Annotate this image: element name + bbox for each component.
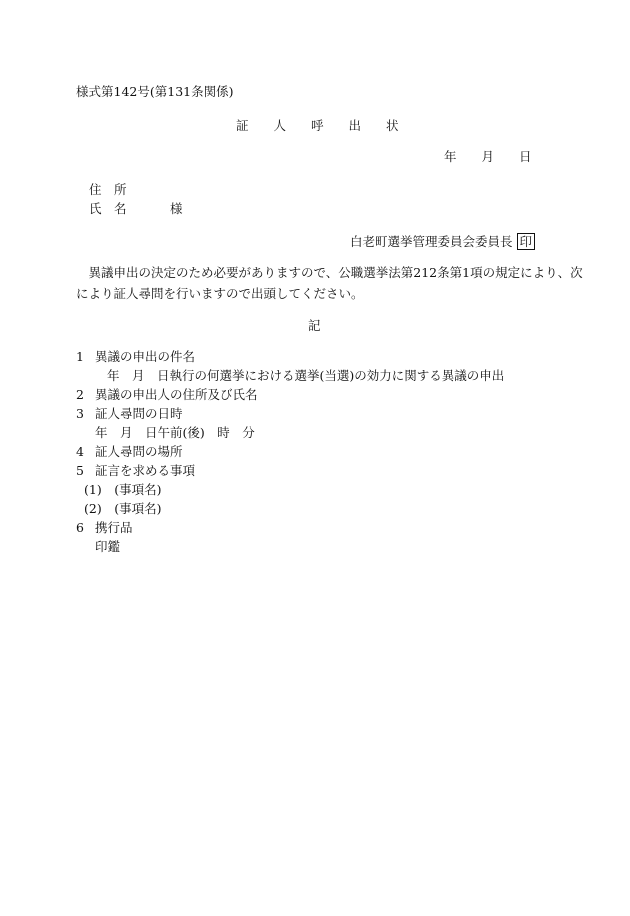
item-5-sub-1: (1) (事項名) bbox=[84, 482, 162, 497]
body-text-line-2: により証人尋問を行いますので出頭してください。 bbox=[76, 286, 364, 301]
item-4-num: 4 bbox=[76, 444, 84, 459]
item-1-num: 1 bbox=[76, 349, 84, 364]
honorific: 様 bbox=[170, 201, 183, 216]
item-4-label: 証人尋問の場所 bbox=[95, 444, 183, 459]
address-label: 住 所 bbox=[89, 182, 127, 197]
document-title: 証 人 呼 出 状 bbox=[236, 118, 399, 133]
item-3-label: 証人尋問の日時 bbox=[95, 406, 183, 421]
item-1-detail: 年 月 日執行の何選挙における選挙(当選)の効力に関する異議の申出 bbox=[107, 368, 505, 383]
item-3-detail: 年 月 日午前(後) 時 分 bbox=[95, 425, 255, 440]
item-6-num: 6 bbox=[76, 520, 84, 535]
item-6-detail: 印鑑 bbox=[95, 539, 121, 554]
issuer-line bbox=[350, 233, 535, 250]
date-line: 年 月 日 bbox=[444, 149, 532, 164]
item-1-label: 異議の申出の件名 bbox=[95, 349, 196, 364]
item-5-num: 5 bbox=[76, 463, 84, 478]
item-2-num: 2 bbox=[76, 387, 84, 402]
item-3-num: 3 bbox=[76, 406, 84, 421]
item-5-sub-2: (2) (事項名) bbox=[84, 501, 162, 516]
item-5-label: 証言を求める事項 bbox=[95, 463, 196, 478]
ki-heading: 記 bbox=[308, 318, 321, 333]
form-number: 様式第142号(第131条関係) bbox=[76, 84, 234, 99]
body-text-line-1: 異議申出の決定のため必要がありますので、公職選挙法第212条第1項の規定により、次 bbox=[76, 265, 583, 280]
seal-mark: 印 bbox=[517, 233, 536, 250]
item-6-label: 携行品 bbox=[95, 520, 133, 535]
name-label: 氏 名 bbox=[89, 201, 127, 216]
item-2-label: 異議の申出人の住所及び氏名 bbox=[95, 387, 258, 402]
issuer-name: 白老町選挙管理委員会委員長 bbox=[350, 234, 513, 249]
